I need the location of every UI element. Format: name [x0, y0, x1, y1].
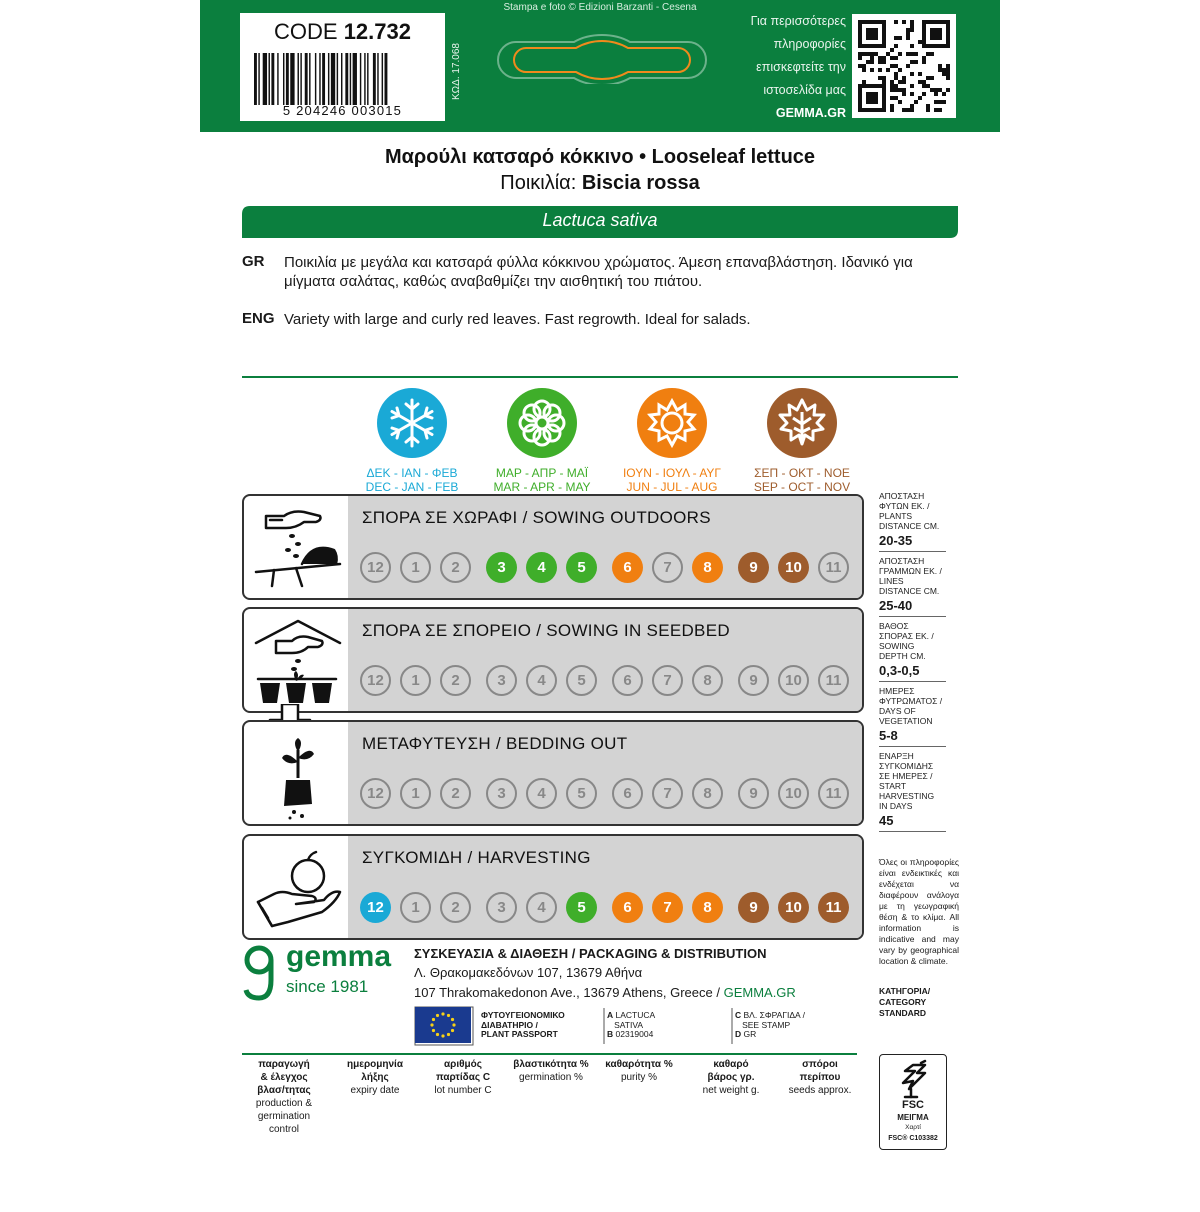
info-line: επισκεφτείτε την [756, 60, 846, 74]
spec-label-line: IN DAYS [879, 801, 913, 811]
spec-label-line: ΑΠΟΣΤΑΣΗ [879, 556, 925, 566]
bottom-col-gr: λήξης [361, 1072, 389, 1083]
month-8: 8 [692, 892, 723, 923]
row-harvesting [242, 834, 864, 940]
spec-label-line: PLANTS [879, 511, 913, 521]
qr-code[interactable] [852, 14, 956, 118]
bottom-col-en: purity % [620, 1072, 658, 1083]
bottom-col-gr: παραγωγή [258, 1059, 310, 1070]
month-2: 2 [440, 892, 471, 923]
info-line: πληροφορίες [773, 37, 846, 51]
fsc-mix: ΜΕΙΓΜΑ [897, 1113, 929, 1122]
website-link[interactable]: GEMMA.GR [723, 985, 796, 1000]
month-1: 1 [400, 552, 431, 583]
month-8: 8 [692, 665, 723, 696]
bottom-col-gr: περίπου [799, 1072, 841, 1083]
month-7: 7 [652, 665, 683, 696]
month-3: 3 [486, 778, 517, 809]
season-gr: ΜΑΡ - ΑΠΡ - ΜΑΪ [495, 466, 589, 480]
spec-label [879, 621, 949, 661]
month-1: 1 [400, 778, 431, 809]
passport-a: A LACTUCA SATIVA B 02319004 [607, 1010, 656, 1039]
bottom-col [778, 1058, 862, 1097]
spec-divider [879, 616, 946, 617]
spec-label-line: DAYS OF [879, 706, 916, 716]
lang-code-en: ENG [242, 310, 275, 327]
bottom-col-en: seeds approx. [788, 1085, 852, 1096]
passport-title-line: PLANT PASSPORT [481, 1029, 558, 1039]
bottom-col-gr: ημερομηνία [347, 1059, 403, 1070]
address-en: 107 Thrakomakedonon Ave., 13679 Athens, Greece / GEMMA.GR [414, 985, 796, 1000]
month-4: 4 [526, 892, 557, 923]
variety-line: Ποικιλία: Biscia rossa [500, 172, 700, 194]
spec-value: 45 [879, 813, 894, 828]
spec-label [879, 751, 949, 811]
bottom-col-gr: & έλεγχος [260, 1072, 308, 1083]
month-5: 5 [566, 778, 597, 809]
brand-name: gemma [286, 940, 392, 973]
bottom-col [421, 1058, 505, 1097]
spec-label-line: ΑΠΟΣΤΑΣΗ [879, 491, 925, 501]
bottom-col-gr: παρτίδας C [435, 1072, 491, 1083]
month-9: 9 [738, 892, 769, 923]
divider [242, 376, 958, 378]
row-bedding-out [242, 720, 864, 826]
season-en: DEC - JAN - FEB [365, 480, 459, 494]
spec-label-line: START [879, 781, 907, 791]
packaging-title: ΣΥΣΚΕΥΑΣΙΑ & ΔΙΑΘΕΣΗ / PACKAGING & DISTRIBUTION [414, 946, 767, 961]
spec-divider [879, 831, 946, 832]
bottom-col-en: expiry date [350, 1085, 400, 1096]
spec-label-line: ΦΥΤΡΩΜΑΤΟΣ / [879, 696, 943, 706]
spec-value: 5-8 [879, 728, 898, 743]
bedding-out-icon [252, 728, 344, 820]
spec-label-line: ΣΥΓΚΟΜΙΔΗΣ [879, 761, 934, 771]
latin-name: Lactuca sativa [542, 210, 658, 230]
spec-label-line: LINES [879, 576, 904, 586]
kod-number: ΚΩΔ. 17.068 [451, 43, 462, 100]
month-4: 4 [526, 552, 557, 583]
barcode-digits: 5 204246 003015 [282, 103, 403, 118]
month-7: 7 [652, 892, 683, 923]
season-en: MAR - APR - MAY [493, 480, 591, 494]
month-12: 12 [360, 892, 391, 923]
season-en: SEP - OCT - NOV [753, 480, 851, 494]
row-label: ΣΠΟΡΑ ΣΕ ΧΩΡΑΦΙ / SOWING OUTDOORS [362, 508, 711, 527]
product-title: Μαρούλι κατσαρό κόκκινο • Looseleaf lettuce [384, 146, 816, 168]
passport-title-line: ΔΙΑΒΑΤΗΡΙΟ / [481, 1019, 538, 1030]
sowing-outdoors-icon [252, 502, 344, 594]
sowing-seedbed-icon [252, 615, 344, 707]
sun-icon [637, 388, 707, 463]
month-12: 12 [360, 552, 391, 583]
spec-label-line: DEPTH CM. [879, 651, 926, 661]
season-gr: ΔΕΚ - ΙΑΝ - ΦΕΒ [366, 466, 458, 480]
description-en: Variety with large and curly red leaves. Fast regrowth. Ideal for salads. [284, 311, 751, 328]
row-label: ΣΠΟΡΑ ΣΕ ΣΠΟΡΕΙΟ / SOWING IN SEEDBED [362, 621, 730, 640]
month-2: 2 [440, 665, 471, 696]
spec-label-line: ΣΕ ΗΜΕΡΕΣ / [879, 771, 933, 781]
month-9: 9 [738, 665, 769, 696]
month-10: 10 [778, 665, 809, 696]
harvesting-icon [252, 842, 344, 934]
month-10: 10 [778, 552, 809, 583]
season-gr: ΙΟΥΝ - ΙΟΥΛ - ΑΥΓ [622, 466, 722, 480]
category-line: STANDARD [879, 1008, 927, 1018]
info-line: Για περισσότερες [750, 14, 846, 28]
leaf-icon [767, 388, 837, 463]
bottom-col [689, 1058, 773, 1097]
category-line: CATEGORY [879, 997, 927, 1007]
bottom-col-gr: βλαστικότητα % [513, 1059, 589, 1070]
category-line: ΚΑΤΗΓΟΡΙΑ/ [879, 986, 931, 996]
month-5: 5 [566, 892, 597, 923]
flower-icon [507, 388, 577, 463]
gemma-logo-icon [242, 944, 276, 1002]
spec-value: 25-40 [879, 598, 913, 613]
bottom-col-gr: καθαρότητα % [605, 1059, 673, 1070]
month-5: 5 [566, 552, 597, 583]
code-label [240, 13, 445, 121]
month-3: 3 [486, 665, 517, 696]
info-line: ιστοσελίδα μας [763, 83, 846, 97]
spec-value: 20-35 [879, 533, 913, 548]
fsc-paper: Χαρτί [905, 1124, 921, 1131]
bottom-col [333, 1058, 417, 1097]
month-7: 7 [652, 778, 683, 809]
month-6: 6 [612, 778, 643, 809]
bottom-col-gr: σπόροι [802, 1059, 838, 1070]
fsc-tree-icon [895, 1059, 931, 1099]
bottom-col-en: production & [255, 1098, 313, 1109]
spec-label [879, 491, 949, 531]
spec-divider [879, 681, 946, 682]
month-9: 9 [738, 552, 769, 583]
hang-hole [494, 34, 710, 84]
bottom-col-en: germination % [519, 1072, 583, 1083]
address-gr: Λ. Θρακομακεδόνων 107, 13679 Αθήνα [414, 965, 643, 980]
season-gr: ΣΕΠ - ΟΚΤ - ΝΟΕ [754, 466, 850, 480]
fsc-text: FSC [902, 1099, 924, 1111]
spec-label-line: ΗΜΕΡΕΣ [879, 686, 915, 696]
spec-label-line: HARVESTING [879, 791, 935, 801]
product-code: CODE 12.732 [274, 19, 411, 44]
eu-flag-icon [415, 1007, 471, 1043]
description-gr: Ποικιλία με μεγάλα και κατσαρά φύλλα κόκκινου χρώματος. Άμεση επαναβλάστηση. Ιδανικό για μίγματα σαλάτας, καθώς αναβαθμίζει την αισθητική του πιάτου. [284, 254, 913, 290]
month-4: 4 [526, 778, 557, 809]
spec-label-line: DISTANCE CM. [879, 521, 940, 531]
spec-label-line: ΣΠΟΡΑΣ ΕΚ. / [879, 631, 934, 641]
month-10: 10 [778, 778, 809, 809]
month-6: 6 [612, 665, 643, 696]
row-label: ΣΥΓΚΟΜΙΔΗ / HARVESTING [362, 848, 591, 867]
fsc-code: FSC® C103382 [888, 1135, 938, 1142]
month-11: 11 [818, 892, 849, 923]
snowflake-icon [377, 388, 447, 463]
month-11: 11 [818, 778, 849, 809]
spec-label-line: ΦΥΤΩΝ ΕΚ. / [879, 501, 930, 511]
spec-divider [879, 551, 946, 552]
season-winter [347, 388, 477, 494]
month-12: 12 [360, 778, 391, 809]
month-6: 6 [612, 892, 643, 923]
spec-divider [879, 746, 946, 747]
spec-label-line: VEGETATION [879, 716, 933, 726]
month-1: 1 [400, 665, 431, 696]
spec-value: 0,3-0,5 [879, 663, 920, 678]
month-6: 6 [612, 552, 643, 583]
print-credit: Stampa e foto © Edizioni Barzanti - Cesena [503, 2, 697, 13]
bottom-col [509, 1058, 593, 1084]
passport-title-line: ΦΥΤΟΥΓΕΙΟΝΟΜΙΚΟ [481, 1010, 565, 1020]
bottom-col-en: lot number C [434, 1085, 492, 1096]
month-2: 2 [440, 552, 471, 583]
bottom-col-gr: βλασ/τητας [257, 1085, 311, 1096]
month-11: 11 [818, 665, 849, 696]
bottom-divider [242, 1053, 857, 1055]
month-11: 11 [818, 552, 849, 583]
spec-label [879, 556, 949, 596]
spec-label-line: ΕΝΑΡΞΗ [879, 751, 914, 761]
passport-c: C ΒΛ. ΣΦΡΑΓΙΔΑ / SEE STAMP D GR [735, 1010, 805, 1039]
spec-label [879, 686, 949, 726]
season-spring [477, 388, 607, 494]
brand-since: since 1981 [286, 977, 369, 996]
month-4: 4 [526, 665, 557, 696]
passport-title [481, 1011, 565, 1040]
fsc-label [879, 1054, 947, 1150]
bottom-col-en: control [268, 1124, 299, 1135]
bottom-col [597, 1058, 681, 1084]
month-8: 8 [692, 778, 723, 809]
row-sowing-seedbed [242, 607, 864, 713]
season-autumn [737, 388, 867, 494]
bottom-col-gr: βάρος γρ. [707, 1072, 755, 1083]
info-text [722, 10, 846, 125]
month-3: 3 [486, 892, 517, 923]
barcode [254, 53, 432, 105]
month-12: 12 [360, 665, 391, 696]
month-9: 9 [738, 778, 769, 809]
month-5: 5 [566, 665, 597, 696]
disclaimer: Όλες οι πληροφορίες είναι ενδεικτικές και ενδέχεται να διαφέρουν ανάλογα με τη γεωγραφική θέση & το κλίμα. All information is indicative and may vary by geographical location & climate. [879, 857, 959, 966]
month-3: 3 [486, 552, 517, 583]
spec-label-line: ΓΡΑΜΜΩΝ ΕΚ. / [879, 566, 942, 576]
spec-label-line: ΒΑΘΟΣ [879, 621, 909, 631]
category [879, 986, 959, 1019]
bottom-col-gr: καθαρό [713, 1059, 749, 1070]
season-summer [607, 388, 737, 494]
row-label: ΜΕΤΑΦΥΤΕΥΣΗ / BEDDING OUT [362, 734, 628, 753]
season-en: JUN - JUL - AUG [626, 480, 718, 494]
lang-code-gr: GR [242, 253, 265, 270]
info-site-link[interactable]: GEMMA.GR [775, 106, 846, 120]
spec-label-line: DISTANCE CM. [879, 586, 940, 596]
month-8: 8 [692, 552, 723, 583]
bottom-col-en: germination [257, 1111, 311, 1122]
month-10: 10 [778, 892, 809, 923]
bottom-col [242, 1058, 326, 1136]
bottom-col-en: net weight g. [702, 1085, 760, 1096]
row-sowing-outdoors [242, 494, 864, 600]
month-1: 1 [400, 892, 431, 923]
spec-label-line: SOWING [879, 641, 915, 651]
month-7: 7 [652, 552, 683, 583]
month-2: 2 [440, 778, 471, 809]
bottom-col-gr: αριθμός [444, 1059, 482, 1070]
